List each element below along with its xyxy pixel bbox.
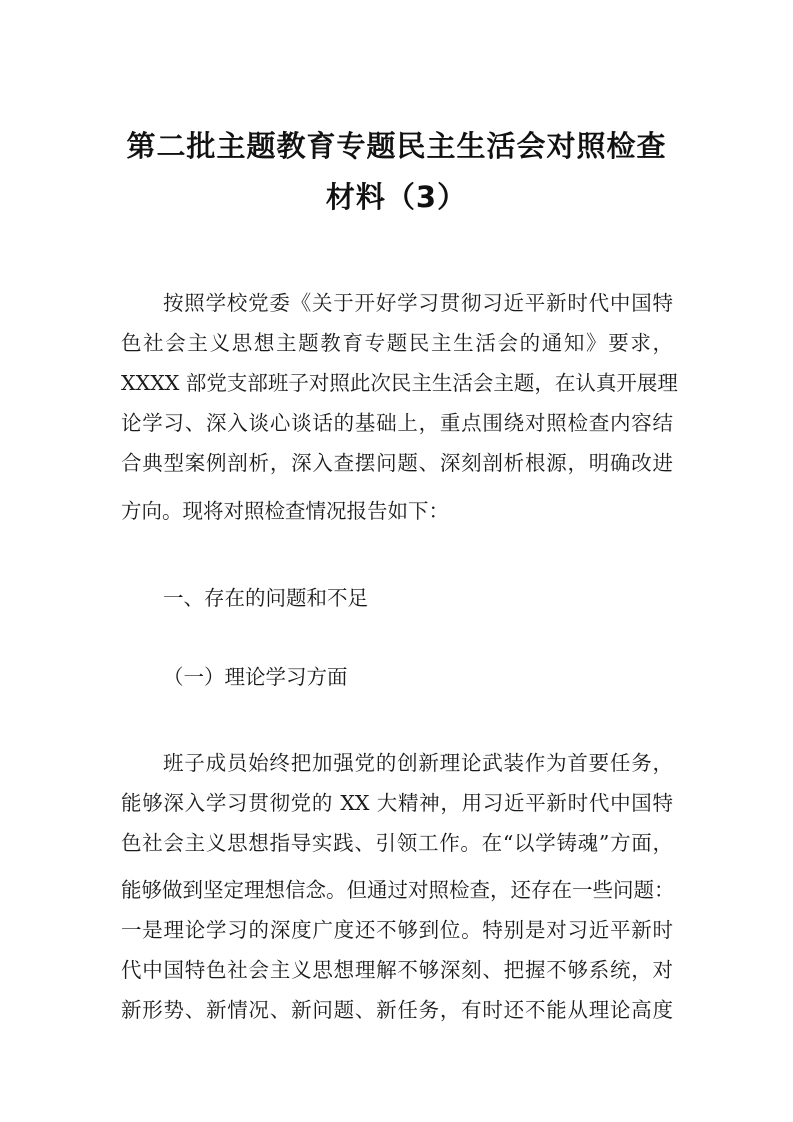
intro-line: XXXX 部党支部班子对照此次民主生活会主题，在认真开展理	[121, 371, 678, 395]
body-line: 一是理论学习的深度广度还不够到位。特别是对习近平新时	[121, 918, 673, 942]
document-title-line-2: 材料（3）	[325, 180, 468, 214]
intro-line: 合典型案例剖析，深入查摆问题、深刻剖析根源，明确改进	[121, 451, 673, 475]
intro-line: 方向。现将对照检查情况报告如下：	[121, 499, 449, 523]
body-line: 班子成员始终把加强党的创新理论武装作为首要任务，	[163, 751, 673, 775]
intro-line: 色社会主义思想主题教育专题民主生活会的通知》要求，	[121, 331, 673, 355]
body-line: 能够做到坚定理想信念。但通过对照检查，还存在一些问题：	[121, 878, 675, 902]
intro-line: 按照学校党委《关于开好学习贯彻习近平新时代中国特	[163, 291, 673, 315]
body-line: 代中国特色社会主义思想理解不够深刻、把握不够系统，对	[121, 958, 673, 982]
document-title-line-1: 第二批主题教育专题民主生活会对照检查	[126, 129, 667, 163]
body-line: 色社会主义思想指导实践、引领工作。在“以学铸魂”方面，	[121, 831, 673, 855]
section-heading: 一、存在的问题和不足	[163, 586, 368, 610]
subsection-heading: （一）理论学习方面	[163, 665, 348, 689]
intro-line: 论学习、深入谈心谈话的基础上，重点围绕对照检查内容结	[121, 411, 673, 435]
body-line: 新形势、新情况、新问题、新任务，有时还不能从理论高度	[121, 998, 673, 1022]
body-line: 能够深入学习贯彻党的 XX 大精神，用习近平新时代中国特	[121, 791, 673, 815]
